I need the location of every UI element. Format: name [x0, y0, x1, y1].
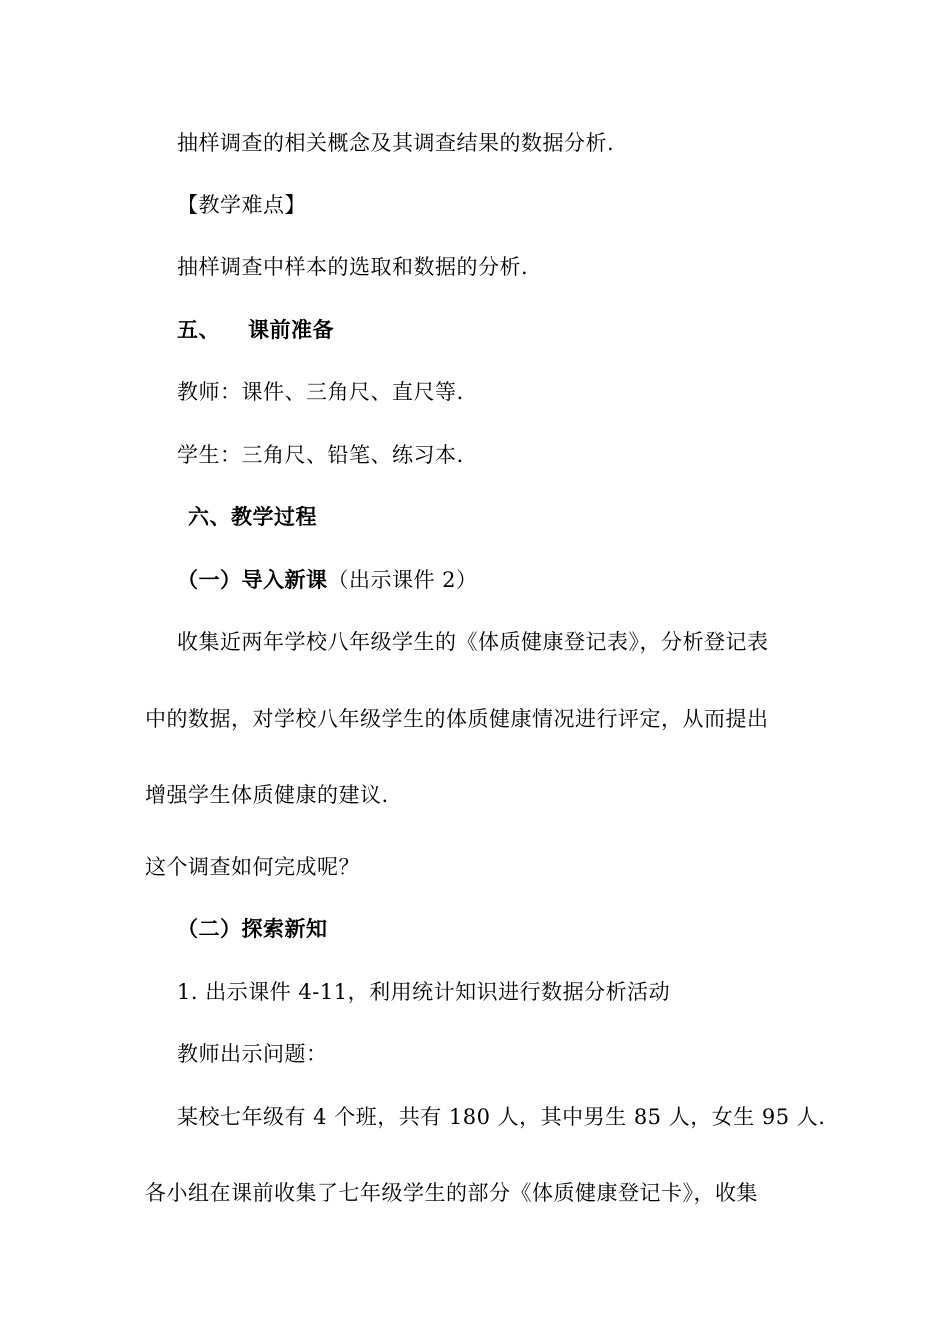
paragraph-question: 这个调查如何完成呢？ — [145, 855, 360, 879]
paragraph-student-prep: 学生：三角尺、铅笔、练习本. — [177, 443, 464, 467]
paragraph-intro-line-3: 增强学生体质健康的建议. — [145, 783, 389, 807]
subheading-intro — [177, 566, 478, 594]
paragraph-teacher-prep: 教师：课件、三角尺、直尺等. — [177, 380, 464, 404]
heading-teaching-difficulty: 【教学难点】 — [177, 193, 306, 217]
paragraph-intro-line-1: 收集近两年学校八年级学生的《体质健康登记表》，分析登记表 — [177, 630, 769, 654]
paragraph-difficulty: 抽样调查中样本的选取和数据的分析. — [177, 255, 529, 279]
heading-section-six: 六、教学过程 — [188, 504, 317, 529]
paragraph-intro-line-2: 中的数据，对学校八年级学生的体质健康情况进行评定，从而提出 — [145, 707, 769, 731]
subheading-explore: （二）探索新知 — [177, 916, 328, 941]
subheading-intro-title: （一）导入新课 — [177, 567, 328, 592]
paragraph-teacher-question: 教师出示问题： — [177, 1042, 328, 1066]
subheading-intro-note: （出示课件 2） — [327, 568, 478, 592]
paragraph-key-points: 抽样调查的相关概念及其调查结果的数据分析. — [177, 131, 615, 155]
paragraph-problem-line-2: 各小组在课前收集了七年级学生的部分《体质健康登记卡》，收集 — [145, 1181, 758, 1205]
section-five-number: 五、 — [177, 317, 220, 342]
section-five-title: 课前准备 — [248, 317, 334, 342]
paragraph-problem-line-1: 某校七年级有 4 个班，共有 180 人，其中男生 85 人，女生 95 人. — [177, 1105, 826, 1129]
paragraph-activity-one: 1. 出示课件 4-11，利用统计知识进行数据分析活动 — [177, 980, 671, 1004]
heading-section-five — [177, 316, 334, 344]
